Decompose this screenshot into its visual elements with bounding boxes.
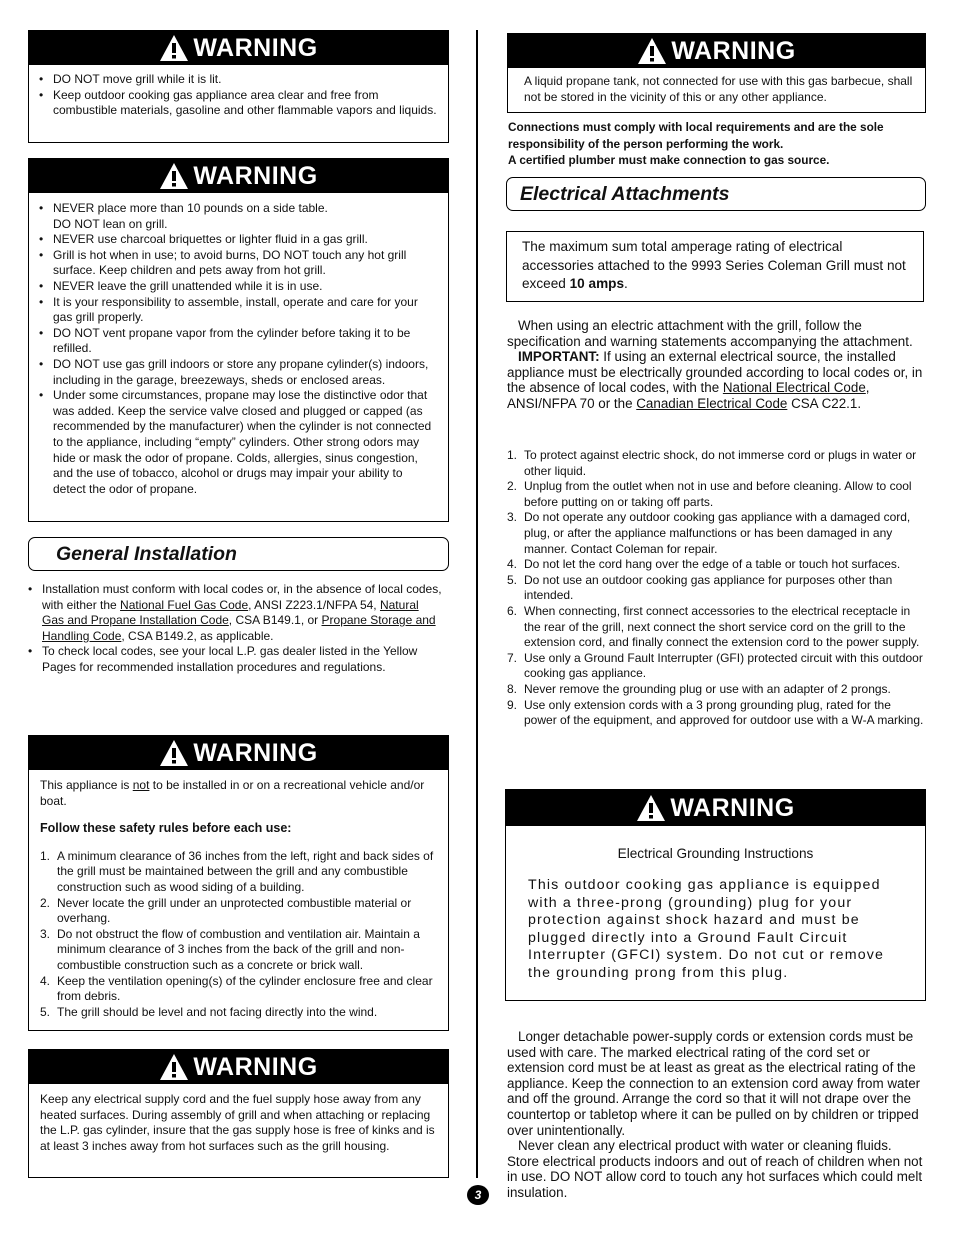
warning-title: WARNING [670, 793, 795, 822]
section-header-electrical-attachments [506, 177, 926, 211]
warning-title: WARNING [671, 36, 796, 65]
warning-box-propane-tank [507, 33, 926, 113]
rv-notice [40, 778, 438, 809]
list-item: • DO NOT use gas grill indoors or store any propane cylinder(s) indoors, including in the garage, breezeways, sheds or enclosed areas. [39, 357, 438, 388]
column-divider [476, 30, 478, 1178]
link-canadian-electrical-code: Canadian Electrical Code [636, 395, 788, 411]
warning-title: WARNING [193, 1052, 318, 1081]
warning-text: Keep any electrical supply cord and the fuel supply hose away from any heated surfaces. During assembly of grill and when attaching or replacing the L.P. gas cylinder, insure that the gas supply hose is free of kinks and is at least 3 inches away from hot surfaces such as the grill housing. [40, 1092, 435, 1153]
list-item: 8. Never remove the grounding plug or use with an adapter of 2 prongs. [507, 681, 891, 696]
list-item: • DO NOT move grill while it is lit. [39, 72, 438, 88]
connections-line-2: A certified plumber must make connection to gas source. [508, 153, 830, 167]
link-natural-gas-propane-code: Natural Gas and Propane Installation Code [42, 597, 419, 628]
section-title: General Installation [56, 542, 237, 565]
warning-title: WARNING [193, 738, 318, 767]
warning-text: A liquid propane tank, not connected for use with this gas barbecue, shall not be stored in the vicinity of this or any other appliance. [524, 74, 913, 104]
link-propane-storage-code: Propane Storage and Handling Code [42, 613, 436, 643]
warning-box-move-grill [28, 30, 449, 143]
text: Installation must conform with local codes or, in the absence of local codes, with either the [42, 582, 442, 612]
text: . [624, 276, 628, 291]
list-item: 2. Unplug from the outlet when not in use and before cleaning. Allow to cool before putting on or taking off parts. [507, 479, 912, 509]
electrical-intro [507, 318, 925, 412]
warning-box-grounding [505, 789, 926, 1001]
list-item: 1. A minimum clearance of 36 inches from the left, right and back sides of the grill must be maintained between the grill and any combustible construction such as wood siding of a building. [40, 848, 434, 894]
text: Do not obstruct the flow of combustion and ventilation air. Maintain a minimum clearance of 3 inches from the back of the grill and non-combustible construction such as a concrete or brick wall. [57, 926, 420, 972]
warning-body [29, 770, 448, 1020]
text: To protect against electric shock, do not immerse cord or plugs in water or other liquid. [524, 448, 917, 478]
warning-box-supply-cord [28, 1049, 449, 1178]
text: , CSA B149.1, or [228, 613, 322, 628]
text: Do not let the cord hang over the edge of a table or touch hot surfaces. [524, 557, 901, 572]
text: , ANSI/NFPA 70 or the [507, 380, 870, 411]
list-item: 6. When connecting, first connect accessories to the electrical receptacle in the rear of the grill, next connect the short service cord on the grill to the extension cord, and finally connect the extension cord to the power supply. [507, 603, 920, 650]
list-item: • NEVER leave the grill unattended while it is in use. [39, 279, 438, 295]
text: CSA C22.1. [787, 395, 862, 411]
link-national-fuel-gas-code: National Fuel Gas Code [120, 597, 249, 612]
list-item [28, 582, 443, 644]
text: If using an external electrical source, the installed appliance must be electrically grounded according to local codes or, in the absence of local codes, with the [507, 349, 923, 396]
electrical-steps-list [507, 448, 925, 729]
warning-header [508, 34, 925, 68]
intro-paragraph: When using an electric attachment with the grill, follow the specification and warning statements accompanying the attachment. [507, 318, 913, 349]
list-item: • Grill is hot when in use; to avoid burns, DO NOT touch any hot grill surface. Keep children and pets away from hot grill. [39, 248, 438, 279]
list-item: • DO NOT vent propane vapor from the cylinder before taking it to be refilled. [39, 326, 438, 357]
closing-paragraph-1: Longer detachable power-supply cords or extension cords must be used with care. The marked electrical rating of the cord set or extension cord must be at least as great as the electrical rating of the appliance. Keep the connection to an extension cord away from water and off the ground. Arrange the cord so that it will not drape over the countertop or tabletop where it can be pulled on by children or tripped over unintentionally. [507, 1029, 921, 1138]
page-number: 3 [467, 1185, 489, 1205]
text: Never remove the grounding plug or use with an adapter of 2 prongs. [524, 681, 891, 696]
warning-triangle-icon [159, 162, 189, 190]
list-item: • Keep outdoor cooking gas appliance area clear and free from combustible materials, gasoline and other flammable vapors and liquids. [39, 88, 438, 119]
list-item: 4. Keep the ventilation opening(s) of the cylinder enclosure free and clear from debris. [40, 973, 433, 1004]
list-item: 3. Do not obstruct the flow of combustion and ventilation air. Maintain a minimum clearance of 3 inches from the back of the grill and non-combustible construction such as a concrete or brick wall. [40, 926, 420, 972]
text: Use only a Ground Fault Interrupter (GFI) protected circuit with this outdoor cooking gas appliance. [524, 650, 923, 681]
emphasis-not: not [132, 778, 150, 792]
text: When connecting, first connect accessories to the electrical receptacle in the rear of the grill, next connect the short service cord on the grill to the extension cord, and finally connect the extension cord to the power supply. [524, 603, 920, 650]
grounding-title: Electrical Grounding Instructions [617, 846, 814, 861]
warning-header [29, 1050, 448, 1084]
warning-header [29, 736, 448, 770]
warning-triangle-icon [637, 37, 667, 65]
link-national-electrical-code: National Electrical Code [722, 380, 866, 396]
section-title: Electrical Attachments [520, 182, 730, 205]
warning-box-safety-rules [28, 735, 449, 1031]
section-header-general-installation [28, 537, 449, 571]
text: to be installed in or on a recreational vehicle and/or boat. [40, 778, 425, 808]
list-item: • To check local codes, see your local L.P. gas dealer listed in the Yellow Pages for recommended installation procedures and regulations. [28, 644, 443, 675]
list-item: 9. Use only extension cords with a 3 prong grounding plug, rated for the power of the equipment, and approved for outdoor use with a W-A marking. [507, 697, 924, 728]
list-item: 2. Never locate the grill under an unprotected combustible material or overhang. [40, 895, 412, 926]
warning-box-grill-use [28, 158, 449, 522]
list-item: 1. To protect against electric shock, do not immerse cord or plugs in water or other liquid. [507, 448, 917, 478]
text: This appliance is [40, 778, 133, 792]
text: Never locate the grill under an unprotected combustible material or overhang. [57, 895, 412, 926]
text: A minimum clearance of 36 inches from the left, right and back sides of the grill must be maintained between the grill and any combustible construction such as wood siding of a building. [57, 848, 434, 894]
warning-list [29, 193, 448, 497]
list-item: 7. Use only a Ground Fault Interrupter (GFI) protected circuit with this outdoor cooking gas appliance. [507, 650, 923, 681]
text: Keep the ventilation opening(s) of the cylinder enclosure free and clear from debris. [57, 973, 433, 1004]
amperage-limit: 10 amps [569, 276, 625, 291]
list-item: • It is your responsibility to assemble, install, operate and care for your gas grill properly. [39, 295, 438, 326]
warning-header [506, 790, 925, 826]
important-label: IMPORTANT: [518, 349, 600, 365]
list-item: 5. The grill should be level and not facing directly into the wind. [40, 1004, 378, 1019]
list-item: 3. Do not operate any outdoor cooking gas appliance with a damaged cord, plug, or after the appliance malfunctions or has been damaged in any manner. Contact Coleman for repair. [507, 510, 911, 556]
warning-triangle-icon [636, 794, 666, 822]
text: Do not operate any outdoor cooking gas appliance with a damaged cord, plug, or after the appliance malfunctions or has been damaged in any manner. Contact Coleman for repair. [524, 510, 911, 556]
list-item: • NEVER use charcoal briquettes or lighter fluid in a gas grill. [39, 232, 438, 248]
connections-notice [508, 119, 924, 169]
list-item: • Under some circumstances, propane may lose the distinctive odor that was added. Keep the service valve closed and plugged or capped (as recommended by the manufacturer) when the cylinder is not connected to the appliance, including “empty” cylinders. Other strong odors may hide or mask the odor of propane. Colds, allergies, sinus congestion, and the use of tobacco, alcohol or drugs may impair your ability to detect the odor of propane. [39, 388, 438, 497]
warning-list [29, 65, 448, 119]
rules-title: Follow these safety rules before each use: [40, 821, 292, 836]
closing-paragraph-2: Never clean any electrical product with water or cleaning fluids. Store electrical products indoors and out of reach of children when not in use. DO NOT allow cord to touch any hot surfaces which could melt insulation. [507, 1138, 923, 1200]
closing-paragraphs [507, 1029, 925, 1201]
grounding-text: This outdoor cooking gas appliance is equipped with a three-prong (grounding) plug for your protection against shock hazard and must be plugged directly into a Ground Fault Circuit Interrupter (GFCI) system. Do not cut or remove the grounding prong from this plug. [528, 877, 885, 981]
general-installation-list [28, 582, 443, 676]
text: The grill should be level and not facing directly into the wind. [57, 1004, 378, 1019]
warning-title: WARNING [193, 161, 318, 190]
warning-header [29, 31, 448, 65]
warning-triangle-icon [159, 739, 189, 767]
rules-list [40, 849, 438, 1021]
list-item: 4. Do not let the cord hang over the edge of a table or touch hot surfaces. [507, 557, 901, 572]
important-paragraph [507, 349, 925, 411]
warning-header [29, 159, 448, 193]
list-item: 5. Do not use an outdoor cooking gas appliance for purposes other than intended. [507, 572, 893, 603]
list-item: • NEVER place more than 10 pounds on a side table. DO NOT lean on grill. [39, 201, 438, 232]
text: Use only extension cords with a 3 prong grounding plug, rated for the power of the equipment, and approved for outdoor use with a W-A marking. [524, 697, 924, 728]
text: Unplug from the outlet when not in use and before cleaning. Allow to cool before putting on or taking off parts. [524, 479, 912, 509]
amperage-notice-box [506, 231, 924, 302]
text: Do not use an outdoor cooking gas appliance for purposes other than intended. [524, 572, 893, 603]
warning-triangle-icon [159, 1053, 189, 1081]
warning-triangle-icon [159, 34, 189, 62]
text: , ANSI Z223.1/NFPA 54, [248, 597, 380, 612]
text: , CSA B149.2, as applicable. [121, 628, 274, 643]
warning-title: WARNING [193, 33, 318, 62]
connections-line-1: Connections must comply with local requirements and are the sole responsibility of the person performing the work. [508, 120, 884, 151]
text: The maximum sum total amperage rating of electrical accessories attached to the 9993 Series Coleman Grill must not exceed [522, 239, 906, 291]
